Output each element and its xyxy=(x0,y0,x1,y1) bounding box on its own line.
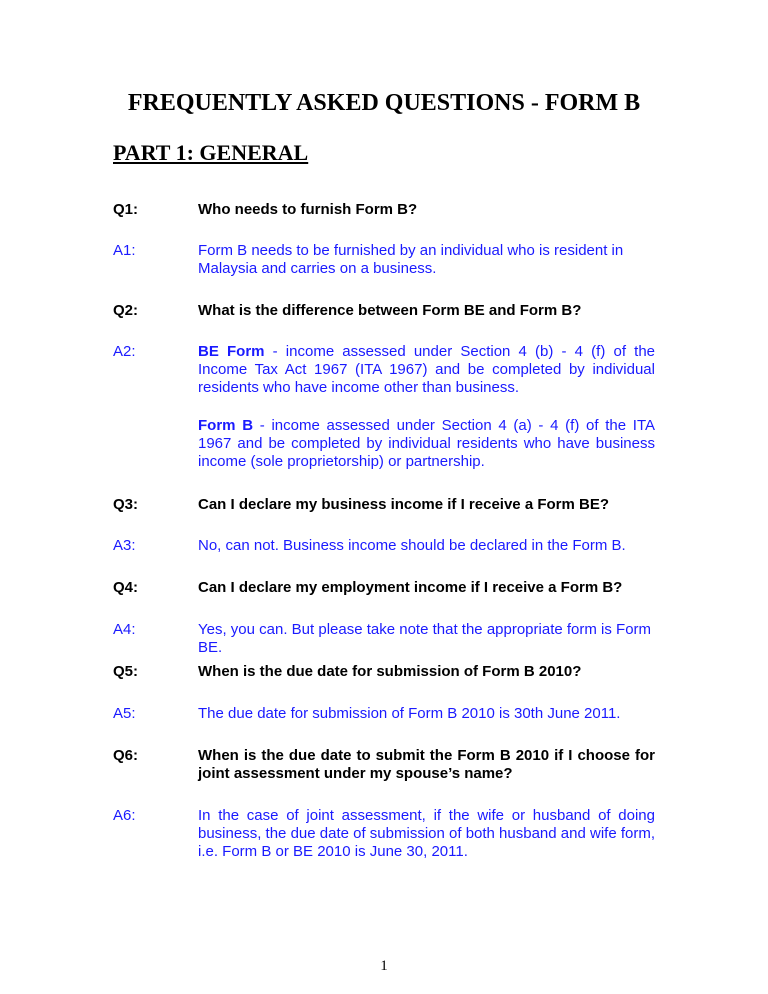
answer-label: A1: xyxy=(113,242,136,259)
answer-text: In the case of joint assessment, if the wife or husband of doing business, the due date of submission of both husband and wife form, i.e. Form B or BE 2010 is June 30, 2011. xyxy=(198,807,655,860)
answer-label: A3: xyxy=(113,537,136,554)
answer-text: No, can not. Business income should be declared in the Form B. xyxy=(198,537,626,554)
question-label: Q6: xyxy=(113,747,139,764)
question-text: Can I declare my business income if I receive a Form BE? xyxy=(198,496,609,513)
answer-label: A6: xyxy=(113,807,136,824)
question-label: Q1: xyxy=(113,201,139,218)
question-label: Q2: xyxy=(113,302,139,319)
question-label: Q3: xyxy=(113,496,139,513)
answer-label: A5: xyxy=(113,705,136,722)
question-label: Q5: xyxy=(113,663,139,680)
answer-label: A2: xyxy=(113,343,136,360)
answer-term: BE Form xyxy=(198,343,265,360)
page-number: 1 xyxy=(380,958,388,974)
answer-paragraph xyxy=(198,417,655,471)
answer-text: The due date for submission of Form B 2010 is 30th June 2011. xyxy=(198,705,621,722)
question-text: Can I declare my employment income if I receive a Form B? xyxy=(198,579,623,596)
question-text: What is the difference between Form BE and Form B? xyxy=(198,302,582,319)
question-text: When is the due date to submit the Form B 2010 if I choose for joint assessment under my spouse’s name? xyxy=(198,747,655,782)
question-label: Q4: xyxy=(113,579,139,596)
answer-paragraph xyxy=(198,343,655,397)
answer-text: - income assessed under Section 4 (a) - 4 (f) of the ITA 1967 and be completed by individual residents who have business income (sole proprietorship) or partnership. xyxy=(198,417,656,470)
answer-term: Form B xyxy=(198,417,254,434)
answer-text: Form B needs to be furnished by an individual who is resident in Malaysia and carries on a business. xyxy=(198,242,624,277)
page-title: FREQUENTLY ASKED QUESTIONS - FORM B xyxy=(127,90,641,116)
answer-text: - income assessed under Section 4 (b) - 4 (f) of the Income Tax Act 1967 (ITA 1967) and be completed by individual residents who have income other than business. xyxy=(198,343,655,396)
question-text: When is the due date for submission of Form B 2010? xyxy=(198,663,582,680)
answer-text: Yes, you can. But please take note that the appropriate form is Form BE. xyxy=(198,621,652,656)
section-heading: PART 1: GENERAL xyxy=(113,140,309,165)
answer-label: A4: xyxy=(113,621,136,638)
question-text: Who needs to furnish Form B? xyxy=(198,201,418,218)
